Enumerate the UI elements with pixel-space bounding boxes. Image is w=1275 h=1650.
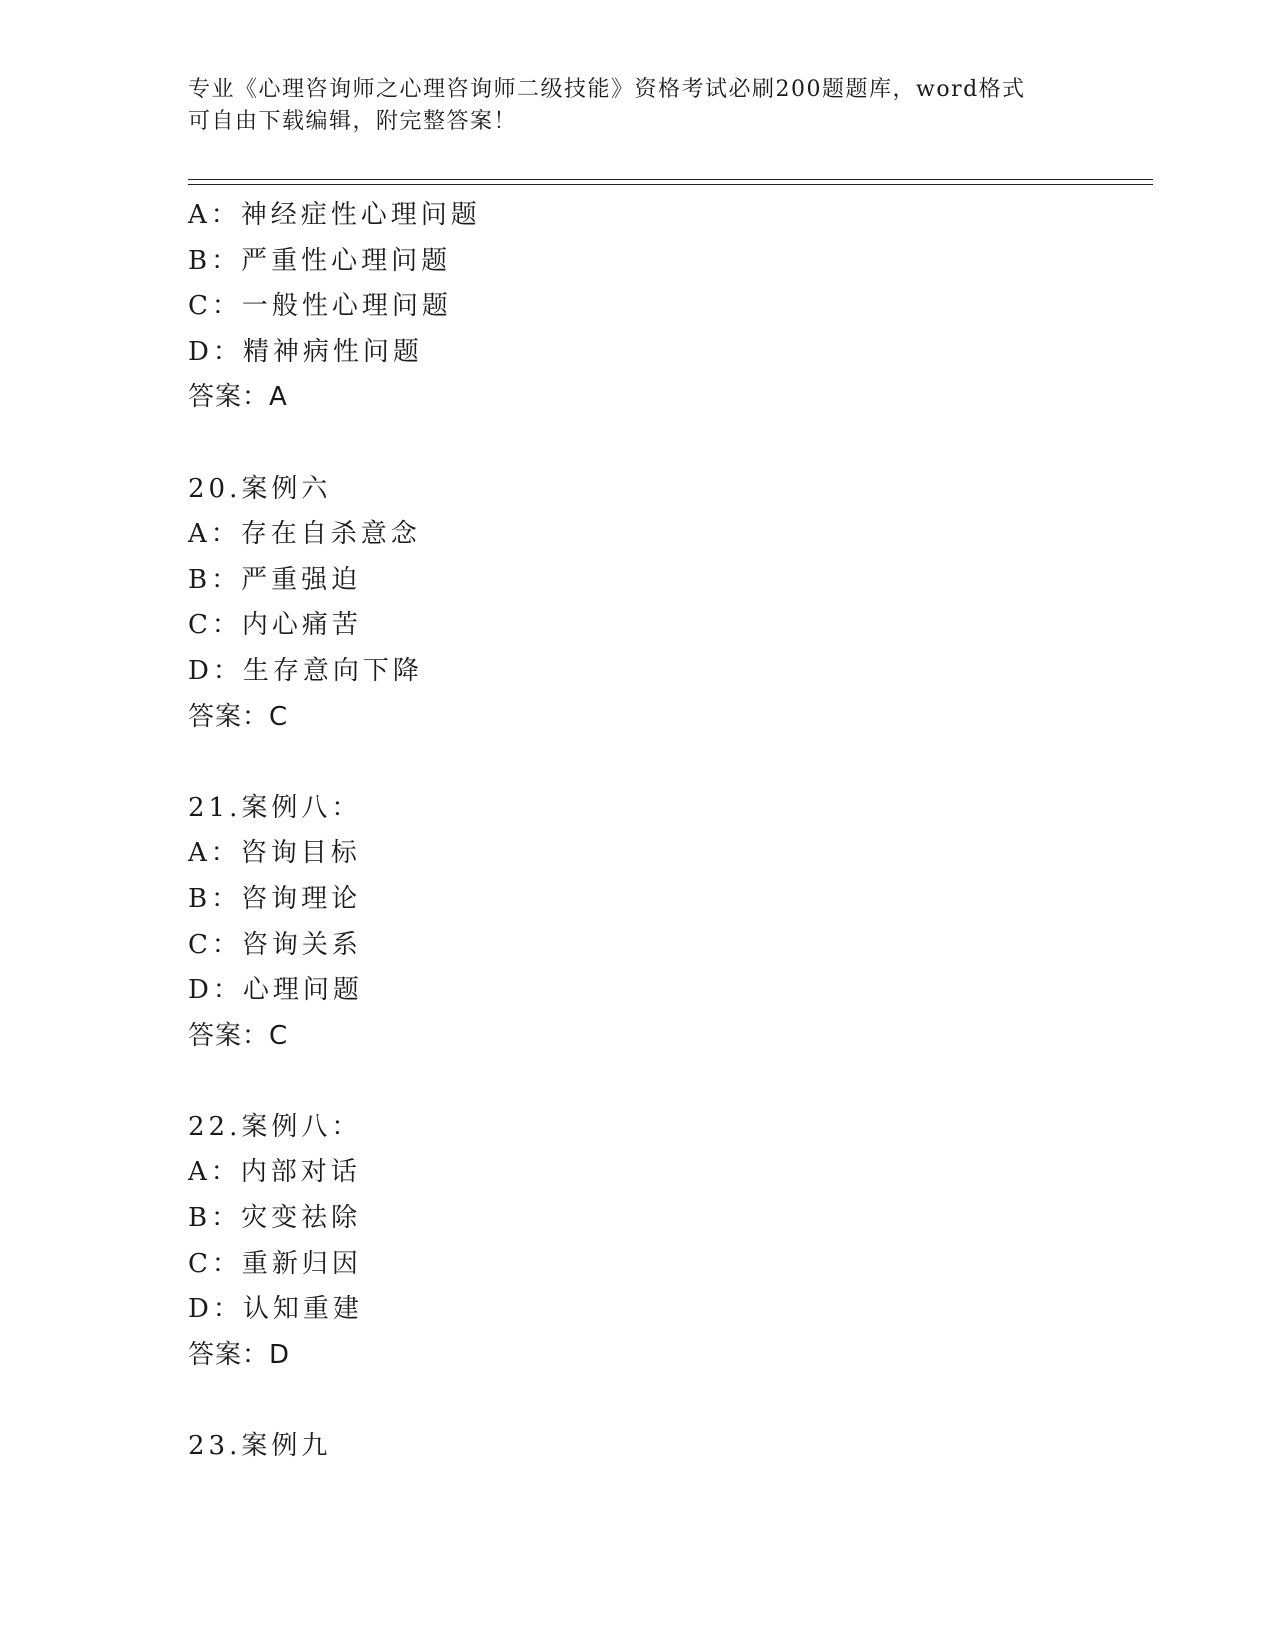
answer: 答案：C	[188, 1020, 289, 1051]
option-d: D：精神病性问题	[188, 336, 423, 367]
spacer	[188, 421, 1153, 467]
question-20	[188, 467, 1153, 741]
option-a: A：存在自杀意念	[188, 519, 421, 550]
header-divider-bottom	[188, 184, 1153, 185]
question-21	[188, 786, 1153, 1060]
option-b: B：严重性心理问题	[188, 245, 452, 276]
option-d: D：生存意向下降	[188, 655, 423, 686]
option-c: C：内心痛苦	[188, 610, 362, 641]
option-c: C：重新归因	[188, 1248, 362, 1279]
question-title: 23.案例九	[188, 1431, 332, 1462]
option-c: C：咨询关系	[188, 929, 362, 960]
document-header	[188, 74, 1068, 138]
question-list	[188, 193, 1153, 1470]
question-23	[188, 1424, 1153, 1470]
option-b: B：严重强迫	[188, 564, 362, 595]
option-b: B：灾变祛除	[188, 1203, 362, 1234]
spacer	[188, 1059, 1153, 1105]
header-title-line-1: 专业《心理咨询师之心理咨询师二级技能》资格考试必刷200题题库，word格式	[188, 77, 1026, 102]
header-divider-top	[188, 179, 1153, 180]
option-d: D：心理问题	[188, 975, 363, 1006]
question-title: 21.案例八：	[188, 792, 362, 823]
question-title: 22.案例八：	[188, 1111, 362, 1142]
spacer	[188, 740, 1153, 786]
option-a: A：咨询目标	[188, 838, 361, 869]
question-title: 20.案例六	[188, 473, 332, 504]
answer: 答案：D	[188, 1339, 291, 1370]
option-d: D：认知重建	[188, 1294, 363, 1325]
answer: 答案：A	[188, 382, 288, 413]
spacer	[188, 1378, 1153, 1424]
question-19	[188, 193, 1153, 421]
question-22	[188, 1105, 1153, 1379]
option-a: A：神经症性心理问题	[188, 200, 481, 230]
option-a: A：内部对话	[188, 1157, 361, 1188]
header-title-line-2: 可自由下载编辑，附完整答案！	[188, 109, 518, 134]
answer: 答案：C	[188, 701, 289, 732]
option-b: B：咨询理论	[188, 883, 362, 914]
option-c: C：一般性心理问题	[188, 291, 452, 322]
